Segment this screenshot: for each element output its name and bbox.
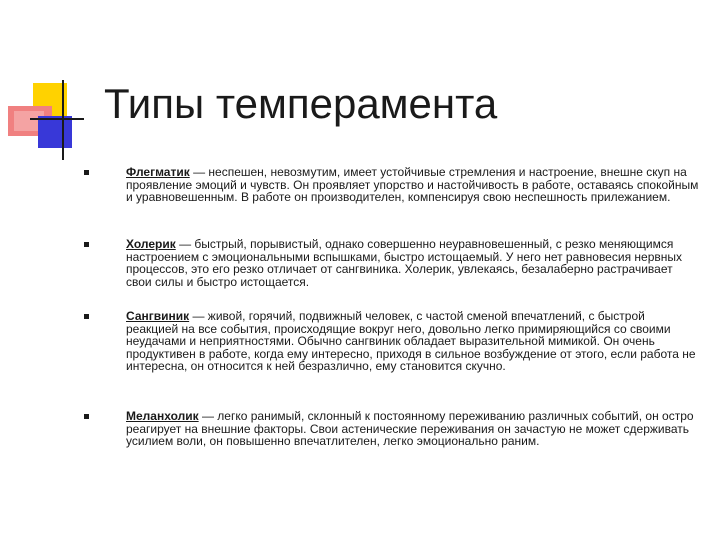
term-link[interactable]: Сангвиник — [126, 309, 190, 323]
list-item-text — [126, 166, 700, 204]
term-link[interactable]: Меланхолик — [126, 409, 199, 423]
term-description: — неспешен, невозмутим, имеет устойчивые стремления и настроение, внешне скуп на проявление эмоций и чувств. Он проявляет упорство и настойчивость в работе, оставаясь спокойным и уравновешенным. В работе он производителен, компенсируя свою неспешность прилежанием. — [126, 165, 699, 204]
term-description: — быстрый, порывистый, однако совершенно неуравновешенный, с резко меняющимся настроением с эмоциональными вспышками, быстро истощаемый. У него нет равновесия нервных процессов, это его резко отличает от сангвиника. Холерик, увлекаясь, безалаберно растрачивает свои силы и быстро истощается. — [126, 237, 682, 289]
square-bullet-icon — [84, 242, 89, 247]
slide-title: Типы темперамента — [104, 80, 498, 127]
term-description: — живой, горячий, подвижный человек, с частой сменой впечатлений, с быстрой реакцией на все события, происходящие вокруг него, довольно легко примиряющийся со своими неудачами и неприятностями. Обычно сангвиник обладает выразительной мимикой. Он очень продуктивен в работе, когда ему интересно, приходя в сильное возбуждение от этого, если работа не интересна, он относится к ней безразлично, ему становится скучно. — [126, 309, 696, 373]
list-item-text — [126, 238, 700, 288]
square-bullet-icon — [84, 414, 89, 419]
term-link[interactable]: Флегматик — [126, 165, 190, 179]
square-bullet-icon — [84, 170, 89, 175]
list-item-text — [126, 410, 700, 448]
term-link[interactable]: Холерик — [126, 237, 176, 251]
square-bullet-icon — [84, 314, 89, 319]
term-description: — легко ранимый, склонный к постоянному переживанию различных событий, он остро реагирует на внешние факторы. Свои астенические переживания он зачастую не может сдерживать усилием воли, он повышенно впечатлителен, легко эмоционально раним. — [126, 409, 694, 448]
list-item-text — [126, 310, 700, 373]
